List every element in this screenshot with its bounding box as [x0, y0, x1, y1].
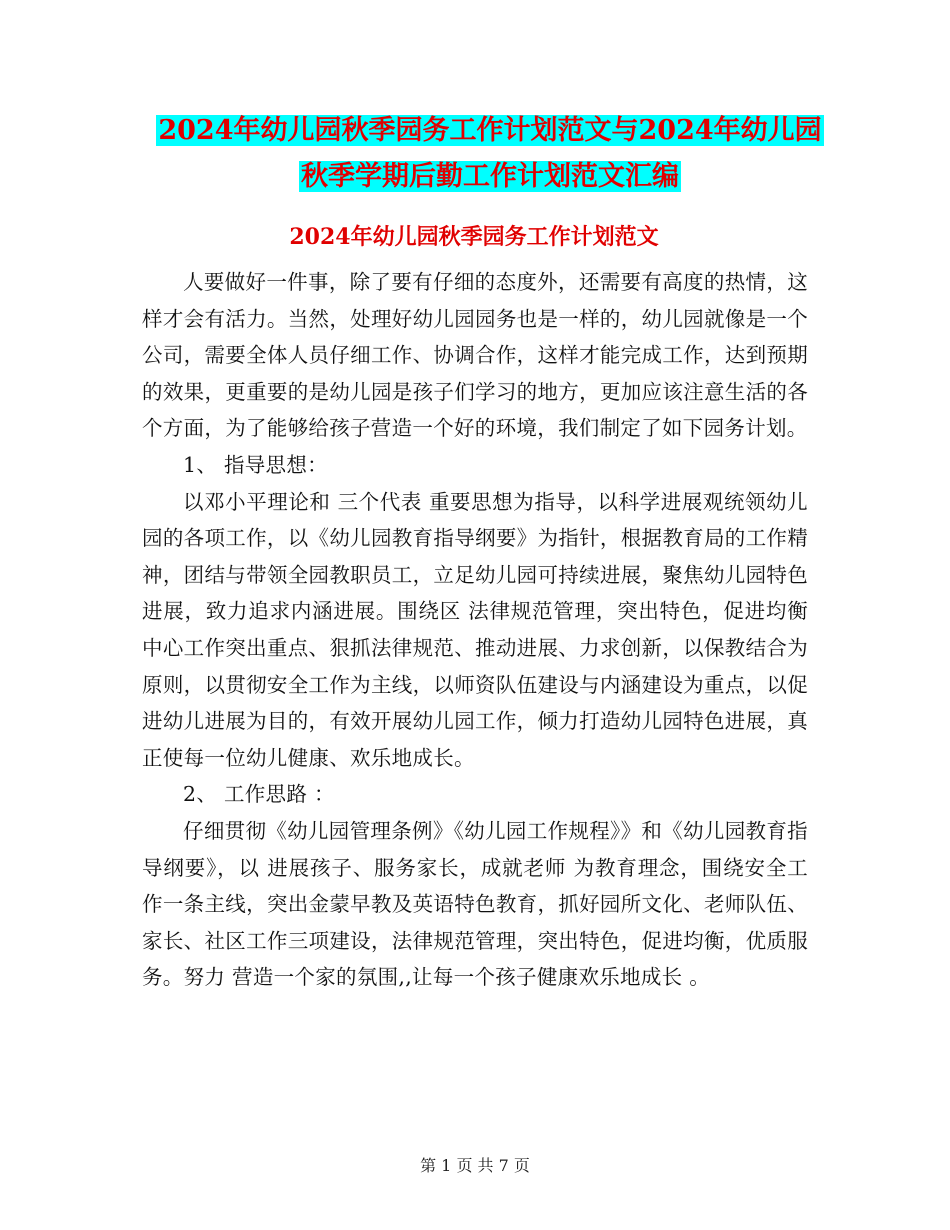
paragraph-intro: 人要做好一件事，除了要有仔细的态度外，还需要有高度的热情，这样才会有活力。当然，处理好幼儿园园务也是一样的，幼儿园就像是一个公司，需要全体人员仔细工作、协调合作，这样才能完成工作，达到预期的效果，更重要的是幼儿园是孩子们学习的地方，更加应该注意生活的各个方面，为了能够给孩子营造一个好的环境，我们制定了如下园务计划。 [142, 270, 808, 441]
heading-work-approach: 2、 工作思路 ： [183, 782, 335, 807]
page-number-footer: 第 1 页 共 7 页 [420, 1156, 530, 1175]
document-title-line-1: 2024年幼儿园秋季园务工作计划范文与2024年幼儿园 [158, 115, 822, 146]
section-title: 2024年幼儿园秋季园务工作计划范文 [289, 224, 659, 250]
paragraph-work-approach: 仔细贯彻《幼儿园管理条例》《幼儿园工作规程》》和《幼儿园教育指导纲要》，以 进展孩子、服务家长，成就老师 为教育理念，围绕安全工作一条主线，突出金蒙早教及英语特色教育，抓好园所文化、老师队伍、家长、社区工作三项建设，法律规范管理，突出特色，促进均衡，优质服务。努力 营造一个家的氛围,,让每一个孩子健康欢乐地成长 。 [142, 818, 808, 990]
paragraph-guiding-ideology: 以邓小平理论和 三个代表 重要思想为指导，以科学进展观统领幼儿园的各项工作，以《幼儿园教育指导纲要》为指针，根据教育局的工作精神，团结与带领全园教职员工，立足幼儿园可持续进展，聚焦幼儿园特色进展，致力追求内涵进展。围绕区 法律规范管理，突出特色，促进均衡 中心工作突出重点、狠抓法律规范、推动进展、力求创新，以保教结合为原则，以贯彻安全工作为主线，以师资队伍建设与内涵建设为重点，以促进幼儿进展为目的，有效开展幼儿园工作，倾力打造幼儿园特色进展，真正使每一位幼儿健康、欢乐地成长。 [142, 489, 808, 770]
heading-guiding-ideology: 1、 指导思想： [183, 452, 328, 477]
document-body [142, 264, 808, 996]
document-title [140, 108, 840, 200]
document-title-line-2: 秋季学期后勤工作计划范文汇编 [301, 161, 679, 192]
